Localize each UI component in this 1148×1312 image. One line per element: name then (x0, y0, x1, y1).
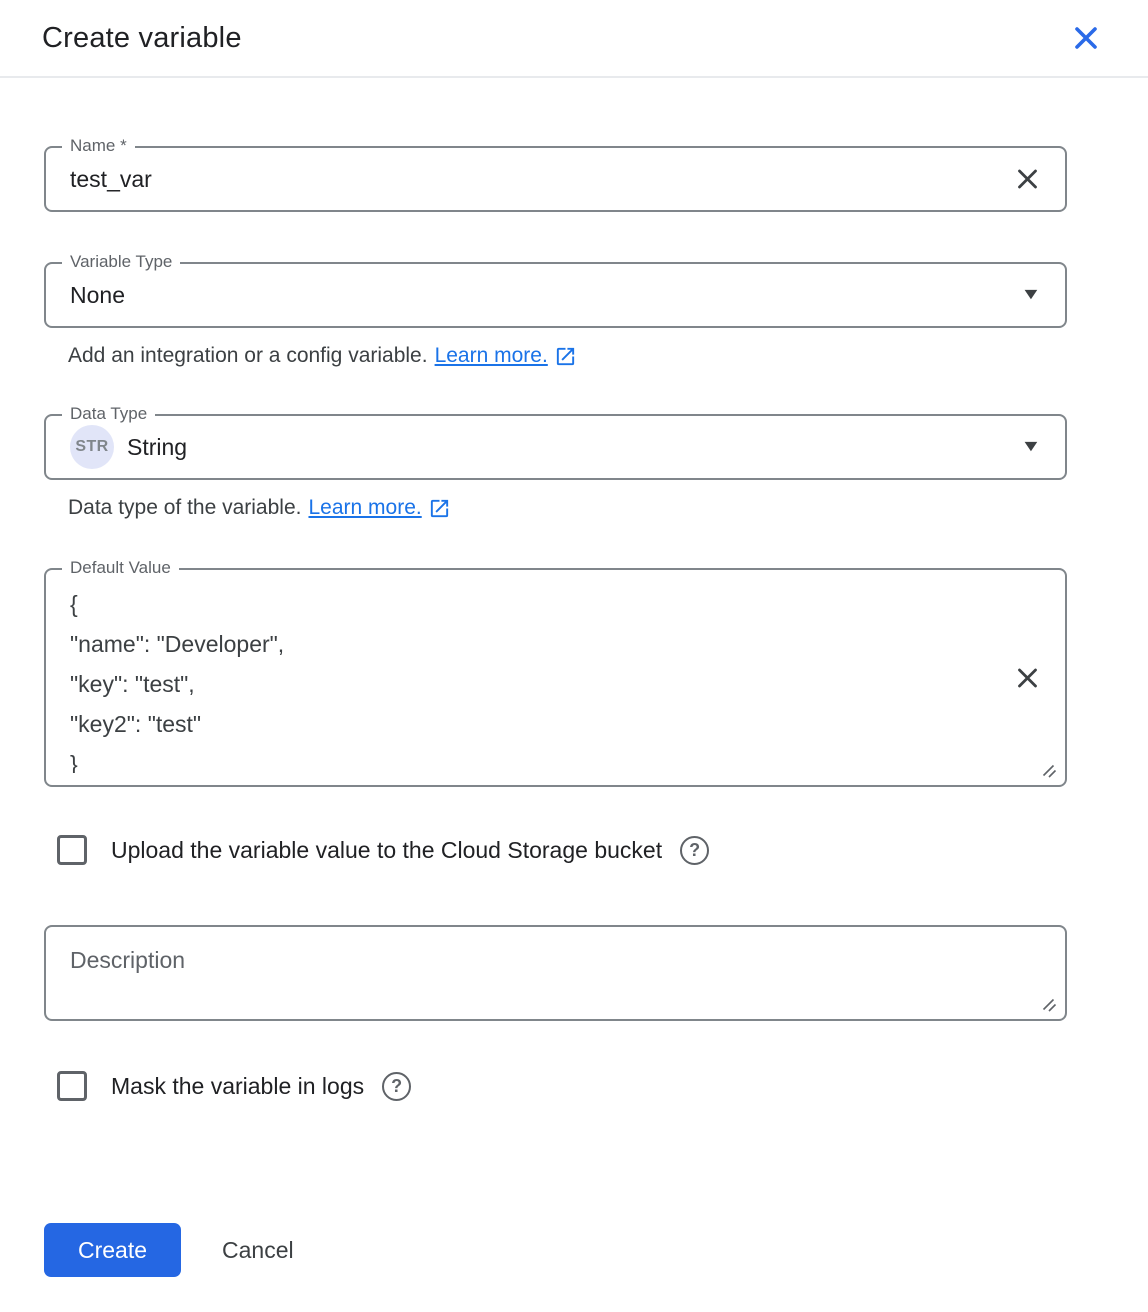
default-value-field (44, 558, 1067, 787)
open-in-new-icon[interactable] (428, 497, 451, 520)
variable-type-helper-text: Add an integration or a config variable. (68, 344, 428, 367)
help-icon[interactable]: ? (382, 1072, 411, 1101)
create-button[interactable]: Create (44, 1223, 181, 1277)
clear-icon (1014, 664, 1041, 691)
variable-type-helper (68, 344, 1067, 368)
description-field (44, 925, 1067, 1021)
variable-type-value: None (70, 281, 125, 308)
dialog-actions (44, 1223, 1067, 1277)
default-value-textarea[interactable] (46, 580, 975, 773)
close-icon (1070, 22, 1102, 54)
dialog-body (44, 136, 1067, 1277)
description-textarea[interactable] (46, 927, 1065, 1019)
help-icon[interactable]: ? (680, 836, 709, 865)
resize-handle-icon[interactable] (1040, 761, 1058, 779)
variable-type-learn-more-link[interactable]: Learn more. (434, 344, 548, 367)
data-type-learn-more-link[interactable]: Learn more. (308, 496, 422, 519)
data-type-label: Data Type (62, 404, 155, 424)
close-button[interactable] (1068, 20, 1104, 56)
upload-checkbox-row (44, 835, 1067, 865)
clear-icon (1014, 166, 1041, 193)
resize-handle-icon[interactable] (1040, 995, 1058, 1013)
mask-checkbox[interactable] (57, 1071, 87, 1101)
open-in-new-icon[interactable] (554, 345, 577, 368)
name-clear-button[interactable] (1010, 162, 1045, 197)
mask-checkbox-label: Mask the variable in logs (111, 1072, 365, 1099)
variable-type-label: Variable Type (62, 252, 180, 272)
name-field-label: Name * (62, 136, 135, 156)
data-type-select[interactable] (44, 404, 1067, 480)
variable-type-select[interactable] (44, 252, 1067, 328)
name-input[interactable] (70, 166, 1001, 193)
name-field (44, 136, 1067, 212)
upload-checkbox-label: Upload the variable value to the Cloud Storage bucket (111, 836, 663, 863)
mask-checkbox-row (44, 1071, 1067, 1101)
chevron-down-icon: ▼ (1020, 286, 1042, 303)
data-type-helper-text: Data type of the variable. (68, 496, 302, 519)
cancel-button[interactable]: Cancel (222, 1236, 294, 1263)
data-type-value: String (127, 433, 188, 460)
chevron-down-icon: ▼ (1020, 438, 1042, 455)
default-value-clear-button[interactable] (1010, 660, 1045, 695)
dialog-title: Create variable (42, 21, 242, 54)
dialog-header (0, 0, 1148, 78)
default-value-label: Default Value (62, 558, 179, 578)
data-type-helper (68, 496, 1067, 520)
upload-checkbox[interactable] (57, 835, 87, 865)
string-type-badge: STR (70, 425, 114, 469)
